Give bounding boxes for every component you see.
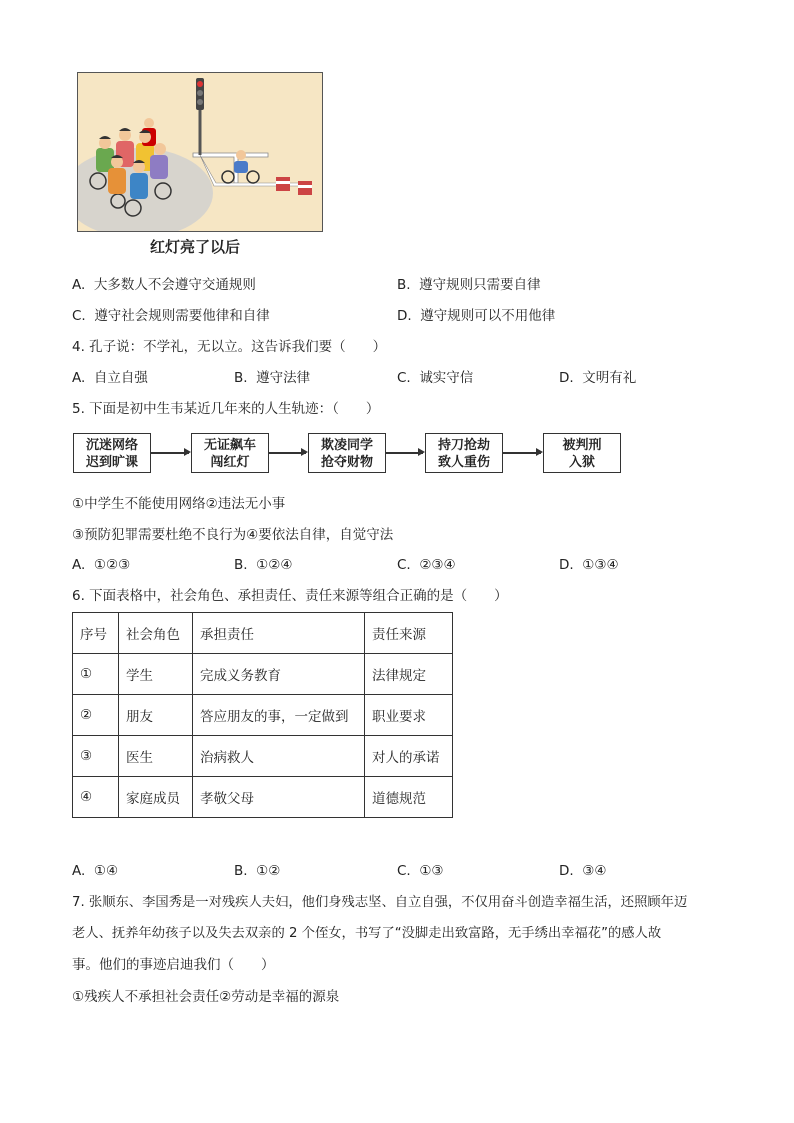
q6-option-d[interactable] — [559, 861, 607, 881]
table-cell: 道德规范 — [365, 777, 453, 818]
q5-stem: 5. 下面是初中生韦某近几年来的人生轨迹：（ ） — [72, 401, 380, 417]
option-letter: D. — [559, 557, 574, 573]
option-text: 遵守规则只需要自律 — [419, 277, 541, 293]
flow-box-3 — [308, 433, 386, 473]
q7-stem-line-3: 事。他们的事迹启迪我们（ ） — [72, 957, 275, 973]
flow-arrow-icon — [386, 452, 423, 454]
figure-caption: 红灯亮了以后 — [150, 238, 241, 256]
flow-box-line: 欺凌同学 — [320, 438, 373, 453]
table-header-cell: 序号 — [73, 613, 119, 654]
q7-stem-line-1: 7. 张顺东、李国秀是一对残疾人夫妇，他们身残志坚、自立自强，不仅用奋斗创造幸福生活，还照顾年迈 — [72, 895, 688, 910]
option-text: 遵守社会规则需要他律和自律 — [94, 308, 270, 324]
table-cell: 学生 — [119, 654, 193, 695]
option-text: ①④ — [93, 863, 119, 879]
option-letter: D. — [559, 370, 574, 386]
q4-stem: 4. 孔子说：不学礼，无以立。这告诉我们要（ ） — [72, 339, 387, 355]
q4-option-d[interactable] — [559, 368, 636, 388]
table-cell: 孝敬父母 — [193, 777, 365, 818]
flow-box-1 — [73, 433, 151, 473]
q4-option-c[interactable] — [397, 368, 473, 388]
option-letter: B. — [234, 557, 248, 573]
q6-option-b[interactable] — [234, 861, 280, 881]
q5-option-a[interactable] — [72, 555, 130, 575]
flow-box-line: 无证飙车 — [203, 438, 256, 453]
table-header-cell: 承担责任 — [193, 613, 365, 654]
option-letter: A. — [72, 557, 86, 573]
table-cell: 朋友 — [119, 695, 193, 736]
table-cell: 医生 — [119, 736, 193, 777]
flow-box-line: 迟到旷课 — [85, 455, 138, 470]
flow-box-2 — [191, 433, 269, 473]
option-letter: D. — [397, 308, 412, 324]
option-text: ①③ — [419, 863, 444, 879]
q5-option-c[interactable] — [397, 555, 456, 575]
q5-option-d[interactable] — [559, 555, 619, 575]
option-letter: C. — [72, 308, 86, 324]
table-cell: ① — [73, 654, 119, 695]
table-row — [73, 654, 453, 695]
table-row — [73, 736, 453, 777]
option-letter: A. — [72, 370, 86, 386]
flow-arrow-icon — [151, 452, 189, 454]
option-text: 自立自强 — [93, 370, 148, 386]
flow-box-line: 被判刑 — [562, 438, 602, 453]
q6-option-a[interactable] — [72, 861, 118, 881]
option-letter: D. — [559, 863, 574, 879]
responsibility-table — [72, 612, 453, 818]
q3-option-c[interactable] — [72, 306, 270, 326]
option-text: 遵守规则可以不用他律 — [420, 308, 556, 324]
flow-box-line: 闯红灯 — [210, 455, 250, 470]
option-letter: A. — [72, 277, 86, 293]
option-letter: B. — [234, 370, 248, 386]
flow-arrow-icon — [269, 452, 306, 454]
option-letter: B. — [234, 863, 248, 879]
q5-option-b[interactable] — [234, 555, 292, 575]
q4-option-b[interactable] — [234, 368, 310, 388]
q3-option-d[interactable] — [397, 306, 555, 326]
table-row — [73, 777, 453, 818]
q6-stem: 6. 下面表格中，社会角色、承担责任、责任来源等组合正确的是（ ） — [72, 588, 508, 604]
option-letter: C. — [397, 863, 411, 879]
q3-option-a[interactable] — [72, 275, 256, 295]
table-row — [73, 695, 453, 736]
table-cell: ④ — [73, 777, 119, 818]
option-text: ②③④ — [419, 557, 456, 573]
option-text: 诚实守信 — [419, 370, 474, 386]
table-cell: ③ — [73, 736, 119, 777]
flow-box-4 — [425, 433, 503, 473]
q5-statement-2: ③预防犯罪需要杜绝不良行为④要依法自律，自觉守法 — [72, 527, 394, 543]
q7-statement-1: ①残疾人不承担社会责任②劳动是幸福的源泉 — [72, 989, 340, 1005]
option-text: ③④ — [582, 863, 607, 879]
option-text: ①②④ — [256, 557, 293, 573]
cartoon-illustration — [78, 73, 322, 231]
table-cell: ② — [73, 695, 119, 736]
option-letter: B. — [397, 277, 411, 293]
option-text: 大多数人不会遵守交通规则 — [93, 277, 256, 293]
q3-option-b[interactable] — [397, 275, 541, 295]
traffic-light-cartoon — [77, 72, 323, 232]
option-text: 文明有礼 — [582, 370, 637, 386]
q7-stem-line-2: 老人、抚养年幼孩子以及失去双亲的 2 个侄女，书写了“没脚走出致富路，无手绣出幸福花”的感人故 — [72, 926, 662, 941]
option-letter: C. — [397, 370, 411, 386]
flow-box-line: 致人重伤 — [437, 455, 490, 470]
flow-box-line: 抢夺财物 — [320, 455, 373, 470]
table-cell: 答应朋友的事，一定做到 — [193, 695, 365, 736]
option-letter: C. — [397, 557, 411, 573]
q6-option-c[interactable] — [397, 861, 444, 881]
table-header-cell: 社会角色 — [119, 613, 193, 654]
table-cell: 职业要求 — [365, 695, 453, 736]
option-text: 遵守法律 — [256, 370, 311, 386]
flow-box-5 — [543, 433, 621, 473]
q5-statement-1: ①中学生不能使用网络②违法无小事 — [72, 496, 286, 512]
option-letter: A. — [72, 863, 86, 879]
flow-arrow-icon — [503, 452, 541, 454]
q4-option-a[interactable] — [72, 368, 148, 388]
option-text: ①②③ — [93, 557, 131, 573]
table-cell: 治病救人 — [193, 736, 365, 777]
option-text: ①② — [256, 863, 281, 879]
flow-box-line: 持刀抢劫 — [437, 438, 490, 453]
flow-box-line: 沉迷网络 — [85, 438, 138, 453]
option-text: ①③④ — [582, 557, 619, 573]
table-cell: 对人的承诺 — [365, 736, 453, 777]
table-cell: 家庭成员 — [119, 777, 193, 818]
table-header-cell: 责任来源 — [365, 613, 453, 654]
flow-box-line: 入狱 — [568, 455, 595, 470]
table-cell: 法律规定 — [365, 654, 453, 695]
table-cell: 完成义务教育 — [193, 654, 365, 695]
table-header-row — [73, 613, 453, 654]
